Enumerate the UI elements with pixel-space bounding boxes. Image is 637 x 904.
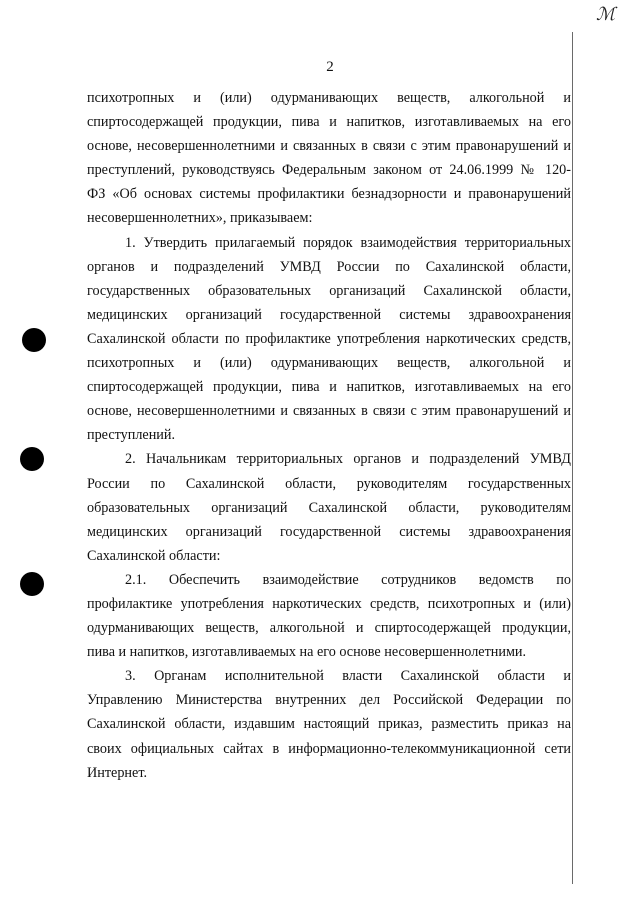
text-line: основе, несовершеннолетними и связанных в связи с этим правонарушений и	[87, 403, 571, 420]
text-line: государственных образовательных организаций Сахалинской области,	[87, 282, 571, 299]
text-line: преступлений, руководствуясь Федеральным законом от 24.06.1999 № 120-	[87, 162, 571, 179]
text-line: несовершеннолетних», приказываем:	[87, 210, 313, 227]
text-line: психотропных и (или) одурманивающих веществ, алкогольной и	[87, 90, 571, 106]
punch-hole	[22, 328, 46, 352]
text-line: образовательных организаций Сахалинской области, руководителям	[87, 499, 571, 516]
text-line: органов и подразделений УМВД России по Сахалинской области,	[87, 258, 571, 275]
paragraph-item-2	[87, 447, 571, 567]
text-line: России по Сахалинской области, руководителям государственных	[87, 475, 571, 492]
text-line: Сахалинской области:	[87, 547, 221, 564]
text-line: Интернет.	[87, 764, 147, 781]
handwritten-corner-mark: ℳ	[596, 4, 616, 24]
punch-hole	[20, 572, 44, 596]
paragraph-item-1	[87, 231, 571, 448]
text-line: 2. Начальникам территориальных органов и подразделений УМВД	[125, 451, 571, 468]
text-line: Сахалинской области по профилактике употребления наркотических средств,	[87, 330, 571, 347]
scan-edge-line	[572, 32, 573, 884]
text-line: ФЗ «Об основах системы профилактики безнадзорности и правонарушений	[87, 186, 571, 203]
text-line: одурманивающих веществ, алкогольной и спиртосодержащей продукции,	[87, 620, 571, 637]
text-line: психотропных и (или) одурманивающих веществ, алкогольной и	[87, 355, 571, 372]
paragraph-item-2-1	[87, 568, 571, 664]
paragraph-item-3	[87, 664, 571, 784]
text-line: профилактике употребления наркотических средств, психотропных и (или)	[87, 595, 571, 612]
punch-hole	[20, 447, 44, 471]
document-body	[87, 86, 571, 785]
text-line: преступлений.	[87, 427, 176, 444]
text-line: медицинских организаций государственной системы здравоохранения	[87, 523, 571, 540]
text-line: 1. Утвердить прилагаемый порядок взаимодействия территориальных	[125, 234, 571, 251]
text-line: спиртосодержащей продукции, пива и напитков, изготавливаемых на его	[87, 114, 571, 131]
text-line: 2.1. Обеспечить взаимодействие сотрудников ведомств по	[125, 571, 571, 588]
text-line: 3. Органам исполнительной власти Сахалинской области и	[125, 668, 571, 685]
page-number: 2	[326, 59, 334, 75]
text-line: Управлению Министерства внутренних дел Российской Федерации по	[87, 692, 571, 709]
text-line: основе, несовершеннолетними и связанных в связи с этим правонарушений и	[87, 138, 571, 155]
text-line: своих официальных сайтах в информационно-телекоммуникационной сети	[87, 740, 571, 757]
text-line: спиртосодержащей продукции, пива и напитков, изготавливаемых на его	[87, 379, 571, 396]
text-line: медицинских организаций государственной системы здравоохранения	[87, 306, 571, 323]
text-line: пива и напитков, изготавливаемых на его основе несовершеннолетними.	[87, 644, 527, 661]
paragraph-preamble	[87, 86, 571, 231]
text-line: Сахалинской области, издавшим настоящий приказ, разместить приказ на	[87, 716, 571, 733]
